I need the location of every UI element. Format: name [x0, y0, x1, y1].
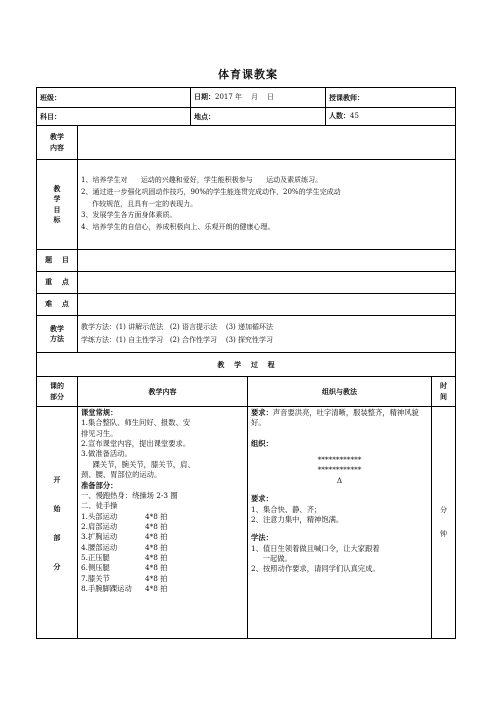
- date-field: [191, 88, 326, 108]
- difficulty-label: 难 点: [37, 294, 78, 316]
- formation-row: ************: [317, 465, 362, 475]
- learning-method-item: 一起做。: [251, 553, 292, 563]
- routine-item: 颈、腰、胃部位的运动。: [81, 470, 162, 480]
- exercise-row: 1.头部运动 4*8 拍: [81, 511, 168, 521]
- content-label: 教学 内容: [37, 126, 78, 160]
- exercise-row: 5.正压腿 4*8 拍: [81, 553, 168, 563]
- routine-item: 排见习生。: [81, 428, 118, 438]
- formation-row: ************: [317, 455, 362, 465]
- prep-item: 一、慢跑热身：绕操场 2-3 圈: [81, 490, 178, 500]
- process-header: 教 学 过 程: [37, 353, 456, 377]
- subject-label: 科目：: [40, 111, 61, 121]
- prep-item: 二、徒手操: [81, 501, 118, 511]
- exercise-row: 2.肩部运动 4*8 拍: [81, 521, 168, 531]
- difficulty-cell: [78, 294, 456, 316]
- goal-line: 4、培养学生的自信心，养成积极向上、乐观开朗的健康心理。: [81, 223, 275, 232]
- col-org-header: 组织与教法: [248, 377, 432, 407]
- key-label: 重 点: [37, 272, 78, 294]
- time-cell: 分 钟: [432, 407, 456, 639]
- opening-content-cell: [78, 407, 248, 639]
- requirement-1: 要求：声音要洪亮，吐字清晰，服装整齐，精神风貌好。: [251, 408, 419, 428]
- method-line: 教学方法：(1) 讲解示范法 (2) 语言提示法 (3) 递加循环法: [81, 323, 273, 332]
- key-cell: [78, 272, 456, 294]
- exercise-row: 7.膝关节 4*8 拍: [81, 573, 168, 583]
- organization-label: 组织：: [251, 438, 273, 448]
- col-content-header: 教学内容: [78, 377, 248, 407]
- requirement-2-label: 要求：: [251, 494, 273, 504]
- location-label: 地点：: [194, 111, 215, 121]
- exercise-row: 4.腰部运动 4*8 拍: [81, 542, 168, 552]
- goal-line: 作较规范，且具有一定的表现力。: [81, 199, 198, 208]
- content-cell: [78, 126, 456, 160]
- requirement-2-item: 2、注意力集中，精神饱满。: [251, 514, 344, 524]
- exercise-row: 6.侧压腿 4*8 拍: [81, 563, 168, 573]
- process-table: [36, 376, 456, 639]
- teacher-position: Δ: [336, 475, 343, 485]
- page-title: 体育课教案: [218, 68, 278, 81]
- goal-line: 2、通过进一步强化巩固动作技巧，90%的学生能连贯完成动作，20%的学生完成动: [81, 187, 341, 196]
- class-label: 班级：: [40, 92, 61, 102]
- routine-item: 2.宣布课堂内容，提出课堂要求。: [81, 439, 191, 449]
- methods-label: 教学 方法: [37, 316, 78, 353]
- routine-item: 踝关节，腕关节，膝关节，肩、: [81, 459, 195, 469]
- exercise-row: 8.手腕脚踝运动 4*8 拍: [81, 584, 168, 594]
- topic-cell: [78, 250, 456, 272]
- learning-method-item: 1、值日生领着做且喊口令，让大家跟着: [251, 543, 380, 553]
- date-value: 2017 年 月 日: [215, 93, 274, 102]
- count-label: 人数：: [329, 111, 350, 121]
- date-label: 日期：: [194, 92, 215, 102]
- learning-method-item: 2、按照动作要求，请同学们认真完成。: [251, 564, 380, 574]
- exercise-row: 3.扩胸运动 4*8 拍: [81, 532, 168, 542]
- routine-item: 1.集合整队、师生问好、报数、安: [81, 418, 191, 428]
- prep-title: 准备部分：: [81, 480, 118, 490]
- subject-field: [37, 108, 191, 126]
- goal-line: 1、培养学生对 运动的兴趣和爱好，学生能积极参与 运动及素质练习。: [81, 175, 323, 184]
- lesson-header-table: [36, 87, 456, 377]
- goals-cell: [78, 160, 456, 250]
- learning-method-label: 学法：: [251, 533, 273, 543]
- col-part-header: 课的 部分: [37, 377, 78, 407]
- opening-part-label: 开 始 部 分: [37, 407, 78, 639]
- teacher-field: [326, 88, 456, 108]
- count-field: [326, 108, 456, 126]
- opening-org-cell: [248, 407, 432, 639]
- location-field: [191, 108, 326, 126]
- routine-item: 3.做准备活动。: [81, 449, 132, 459]
- col-time-header: 时 间: [432, 377, 456, 407]
- teacher-label: 授课教师：: [329, 92, 364, 102]
- topic-label: 题 目: [37, 250, 78, 272]
- goal-line: 3、发展学生各方面身体素质。: [81, 211, 177, 220]
- count-value: 45: [350, 112, 359, 121]
- class-field: [37, 88, 191, 108]
- method-line: 学练方法：(1) 自主性学习 (2) 合作性学习 (3) 探究性学习: [81, 336, 273, 344]
- goals-label: 教 学 目 标: [37, 160, 78, 250]
- requirement-2-item: 1、集合快、静、齐；: [251, 504, 322, 514]
- routine-title: 课堂常规：: [81, 408, 118, 417]
- methods-cell: [78, 316, 456, 353]
